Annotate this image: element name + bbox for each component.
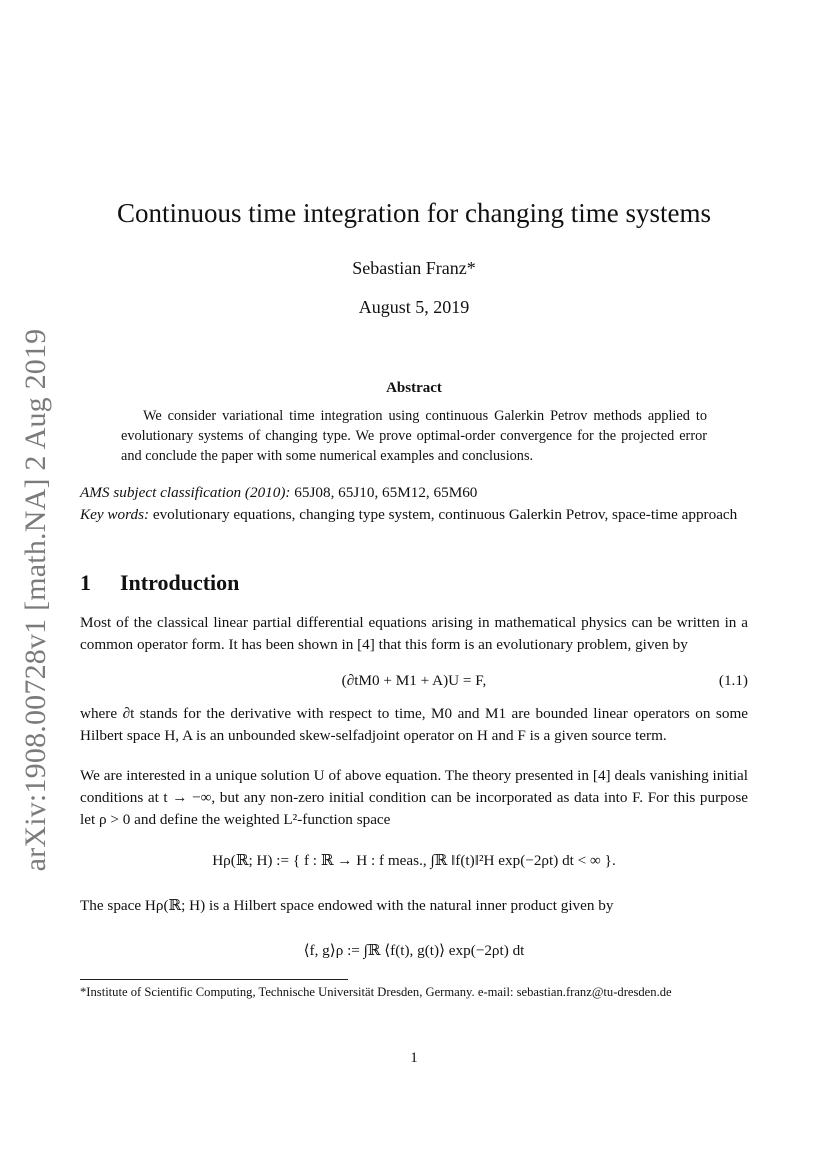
paper-author: Sebastian Franz* (352, 258, 476, 278)
intro-paragraph-1-text: Most of the classical linear partial differential equations arising in mathematical physics can be written in a common operator form. It has been shown in [4] that this form is an evolutionary problem, given by (80, 614, 748, 653)
classification-block (80, 482, 748, 526)
keywords-text: evolutionary equations, changing type system, continuous Galerkin Petrov, space-time approach (149, 506, 738, 523)
page-number: 1 (410, 1050, 418, 1066)
ams-line (80, 482, 748, 504)
intro-paragraph-4 (80, 895, 748, 917)
equation-inner-product-body: ⟨f, g⟩ρ := ∫ℝ ⟨f(t), g(t)⟩ exp(−2ρt) dt (303, 942, 525, 959)
abstract-text: We consider variational time integration using continuous Galerkin Petrov methods applied to evolutionary systems of changing type. We prove optimal-order convergence for the projected error and conclude the paper with some numerical examples and conclusions. (121, 408, 707, 464)
intro-paragraph-4-text: The space Hρ(ℝ; H) is a Hilbert space endowed with the natural inner product given by (80, 897, 614, 914)
equation-1-1-body: (∂tM0 + M1 + A)U = F, (341, 672, 487, 689)
abstract-body (121, 406, 707, 466)
paper-title: Continuous time integration for changing time systems (117, 198, 711, 228)
equation-1-1-tag: (1.1) (718, 672, 748, 689)
intro-paragraph-2 (80, 703, 748, 747)
paper-date: August 5, 2019 (358, 297, 470, 317)
ams-label: AMS subject classification (2010): (80, 484, 291, 501)
intro-paragraph-1 (80, 612, 748, 656)
section-title: Introduction (120, 570, 240, 595)
abstract-heading: Abstract (386, 380, 442, 396)
section-heading-introduction (80, 570, 239, 596)
equation-inner-product (80, 928, 748, 974)
arxiv-sidebar-stamp (8, 328, 64, 872)
keywords-line (80, 504, 748, 526)
equation-weighted-space-body: Hρ(ℝ; H) := { f : ℝ → H : f meas., ∫ℝ ‖f(t)‖²H exp(−2ρt) dt < ∞ }. (212, 852, 616, 869)
intro-paragraph-2-text: where ∂t stands for the derivative with respect to time, M0 and M1 are bounded linear operators on some Hilbert space H, A is an unbounded skew-selfadjoint operator on H and F is a given source term. (80, 705, 748, 744)
arxiv-identifier: arXiv:1908.00728v1 [math.NA] 2 Aug 2019 (19, 328, 52, 872)
intro-paragraph-3 (80, 765, 748, 831)
footnote: *Institute of Scientific Computing, Technische Universität Dresden, Germany. e-mail: sebastian.franz@tu-dresden.de (80, 985, 672, 999)
keywords-label: Key words: (80, 506, 150, 523)
ams-codes: 65J08, 65J10, 65M12, 65M60 (290, 484, 478, 501)
intro-paragraph-3-text: We are interested in a unique solution U of above equation. The theory presented in [4] deals vanishing initial conditions at t → −∞, but any non-zero initial condition can be incorporated as data into F. For this purpose let ρ > 0 and define the weighted L²-function space (80, 767, 748, 828)
section-number: 1 (80, 570, 91, 595)
footnote-rule (80, 979, 348, 980)
equation-weighted-space (80, 838, 748, 884)
